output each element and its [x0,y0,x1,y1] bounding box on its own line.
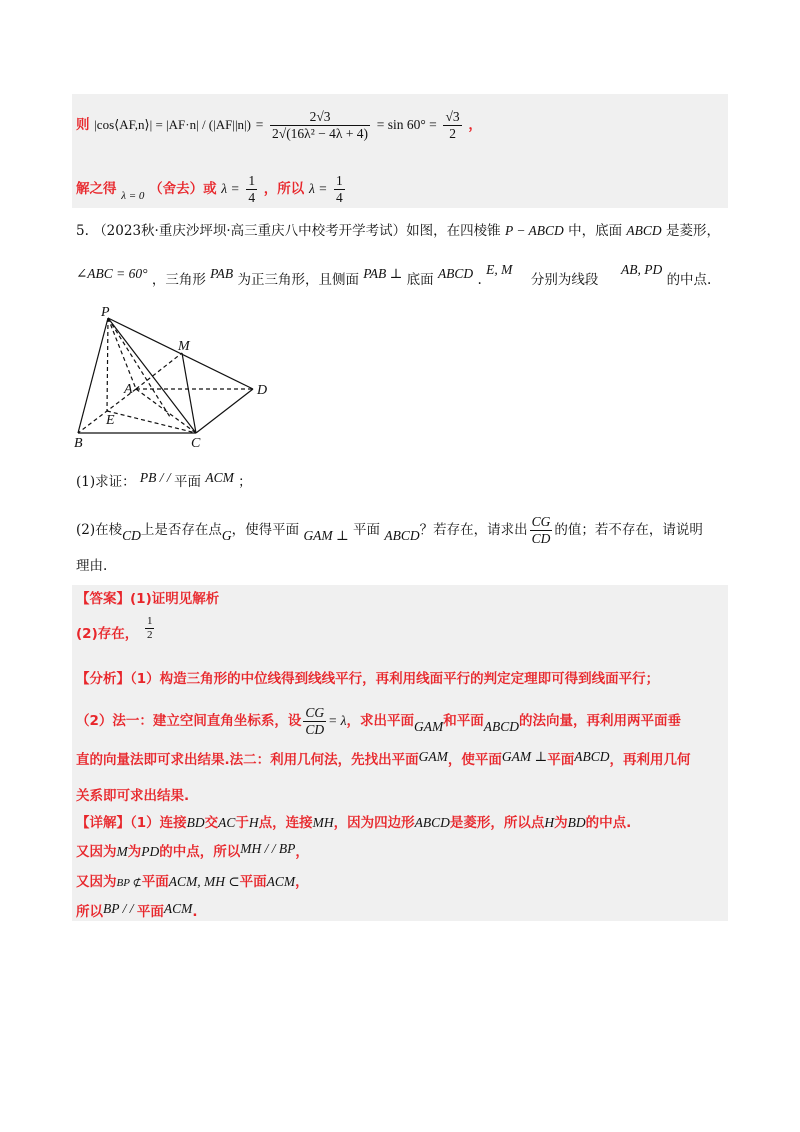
answer-2: (2)存在， [76,626,139,642]
half-num: 1 [146,614,153,627]
q2-text-1: 上是否存在点 [140,522,222,538]
edge-pb [78,318,108,433]
solve-prefix: 解之得 [76,181,117,197]
edge-pe [107,318,108,411]
analysis-frac-den: CD [305,721,325,737]
q2-text-5: 理由. [76,558,108,574]
quarter-den-1: 4 [248,189,256,205]
q2-text-2: ，使得平面 [231,522,300,538]
analysis-gam-perp: GAM ⊥ [501,749,548,764]
analysis-p2-b: ，求出平面 [346,713,415,729]
d1-bd2: BD [567,815,586,830]
quarter-num-1: 1 [248,172,256,188]
half-den: 2 [146,628,153,641]
quarter-den-2: 4 [336,189,343,205]
base-name: ABCD [626,223,662,238]
q2-fraction [530,514,553,547]
d4-bp: BP / / [103,901,137,916]
label-d: D [257,383,268,398]
problem-text-5: 底面 [406,272,434,288]
label-e: E [106,413,115,428]
edge-pa [108,318,136,389]
d2-c: 的中点，所以 [159,844,241,860]
d4-acm: ACM [163,901,193,916]
solve-line [76,172,347,207]
analysis-p4: 关系即可求出结果. [76,788,190,804]
d3-c: 平面 [239,874,267,890]
comma: ， [468,117,482,133]
d3-bp: BP ⊄ [116,877,142,889]
quarter-fraction-1 [246,173,257,206]
d1-h2: H [544,815,555,830]
question-2-cont [76,556,107,576]
q2-cd: CD [122,528,141,543]
d4-b: 平面 [136,904,164,920]
answer-1: (1)证明见解析 [130,591,220,607]
analysis-p3-a: 直的向量法即可求出结果.法二：利用几何法，先找出平面 [76,752,419,768]
d1-h3: 的中点. [585,815,632,831]
d1-a: （1）连接 [130,815,187,831]
q1-end: ； [238,474,252,490]
so-text: ，所以 [263,181,305,197]
q2-abcd: ABCD [384,528,420,543]
q2-frac-den: CD [531,531,551,546]
d1-bd: BD [186,815,205,830]
edge-pc [108,318,196,433]
analysis-gam: GAM [414,719,444,734]
q2-plane: 平面 [353,522,381,538]
problem-number: 5. [76,223,89,239]
q2-text-3: ？若存在，请求出 [419,522,528,538]
d4-a: 所以 [76,904,103,920]
d1-e: ，因为四边形 [333,815,415,831]
label-m: M [178,339,190,354]
edge-ac [136,389,196,433]
cosine-fraction-num: 2√3 [270,109,370,126]
analysis-line-1 [76,669,659,689]
angle-abc: ∠ABC = 60° [76,266,148,281]
d3-b: 平面 [141,874,169,890]
quarter-num-2: 1 [336,172,343,188]
analysis-p2-c: 和平面 [443,713,484,729]
label-p: P [101,305,110,320]
perp-pab: PAB ⊥ [363,266,403,281]
analysis-p3-c: 平面 [547,752,575,768]
detail-line-4 [76,902,198,922]
d1-c: 于 [235,815,249,831]
d2-a: 又因为 [76,844,117,860]
label-b: B [74,436,83,450]
question-1 [76,472,252,492]
detail-tag: 【详解】 [76,815,130,831]
analysis-p2-d: 的法向量，再利用两平面垂 [519,713,682,729]
d1-h: H [248,815,259,830]
q1-plane: 平面 [174,474,202,490]
analysis-p3-b: ，使平面 [447,752,502,768]
analysis-line-4 [76,786,189,806]
analysis-p3-d: ，再利用几何 [609,752,691,768]
cosine-formula-lhs: |cos⟨AF,n⟩| = |AF·n| / (|AF||n|) [94,117,251,132]
sqrt3-over-2 [443,109,461,142]
label-c: C [191,436,201,450]
analysis-line-2 [76,704,681,738]
pyramid-name: P − ABCD [504,223,564,238]
question-2 [76,513,703,547]
d3-a: 又因为 [76,874,117,890]
edge-am [136,353,182,389]
analysis-abcd-2: ABCD [574,749,610,764]
d3-acm2: ACM [266,874,296,889]
discard-text: （舍去）或 [149,181,217,197]
segments-ab-pd: AB, PD [621,262,663,277]
cosine-fraction-den: 2√(16λ² − 4λ + 4) [272,125,369,141]
problem-text-7: 的中点. [666,272,712,288]
answer-tag: 【答案】 [76,591,130,607]
q2-text-4: 的值；若不存在，请说明 [554,522,703,538]
d2-pd: PD [141,844,160,859]
q2-frac-num: CG [531,514,551,529]
q1-pb-parallel: PB / / [139,470,175,485]
problem-line-2 [76,262,712,290]
problem-text-3: ，三角形 [151,272,206,288]
answer-half [145,615,155,642]
sqrt3-den: 2 [449,125,456,141]
lambda-zero: λ = 0 [121,190,145,202]
analysis-lambda: = λ [328,713,347,728]
d1-abcd: ABCD [414,815,450,830]
d2-m: M [116,844,128,859]
d2-mh-bp: MH / / BP [240,841,296,856]
answer-line-2 [76,614,156,651]
lambda-eq-1: λ = [221,181,240,196]
then-label: 则 [76,117,90,133]
detail-line-1 [76,813,631,833]
d1-mh: MH [312,815,334,830]
edge-cd [196,389,253,433]
problem-line-1 [76,221,720,241]
problem-dot: . [477,272,482,288]
q1-acm: ACM [205,470,234,485]
d4-c: . [192,904,198,920]
problem-source: （2023秋·重庆沙坪坝·高三重庆八中校考开学考试）如图，在四棱锥 [93,223,501,239]
problem-text-4: 为正三角形，且侧面 [237,272,359,288]
detail-line-3 [76,872,309,893]
d1-ac: AC [218,815,236,830]
label-a: A [124,382,133,397]
analysis-frac [303,705,326,738]
quarter-fraction-2 [334,173,345,206]
sin60-eq: = sin 60° = [376,117,437,132]
d2-b: 为 [127,844,142,860]
problem-text-2: 是菱形， [665,223,720,239]
triangle-pab: PAB [210,266,234,281]
q1-prefix: (1)求证： [76,474,136,490]
q2-g: G [221,528,232,543]
analysis-p2-a: （2）法一：建立空间直角坐标系，设 [76,713,302,729]
analysis-tag: 【分析】 [76,671,130,687]
q2-gam: GAM ⊥ [303,528,349,543]
analysis-frac-num: CG [305,704,325,720]
analysis-line-3 [76,750,690,770]
sqrt3-num: √3 [445,108,460,124]
edge-cm [182,353,196,433]
answer-line-1 [76,589,219,609]
d2-d: ， [295,844,309,860]
cosine-fraction [270,109,370,142]
pyramid-figure [70,305,280,450]
d1-f: 是菱形，所以点 [449,815,545,831]
problem-text-1: 中，底面 [568,223,623,239]
points-e-m: E, M [486,262,513,277]
d1-d: 点，连接 [258,815,313,831]
problem-text-6: 分别为线段 [530,272,599,288]
analysis-gam-2: GAM [418,749,448,764]
base-name-2: ABCD [437,266,474,281]
top-formula-line: 则 |cos⟨AF,n⟩| = |AF·n| / (|AF||n|) = $\frac{2√3}{\text{2√(16λ² − 4λ + 4)}}$ = sin 60° = $\frac{√3}{2}$ ， [76,108,482,141]
d3-acm: ACM, MH ⊂ [168,874,240,889]
d1-b: 交 [204,815,219,831]
detail-line-2 [76,842,309,862]
lambda-eq-2: λ = [309,181,328,196]
analysis-abcd: ABCD [483,719,520,734]
d1-g: 为 [554,815,568,831]
d3-d: ， [295,874,309,890]
q2-prefix: (2)在棱 [76,522,123,538]
analysis-p1: （1）构造三角形的中位线得到线线平行，再利用线面平行的判定定理即可得到线面平行； [130,671,660,687]
edge-ec [107,411,196,433]
